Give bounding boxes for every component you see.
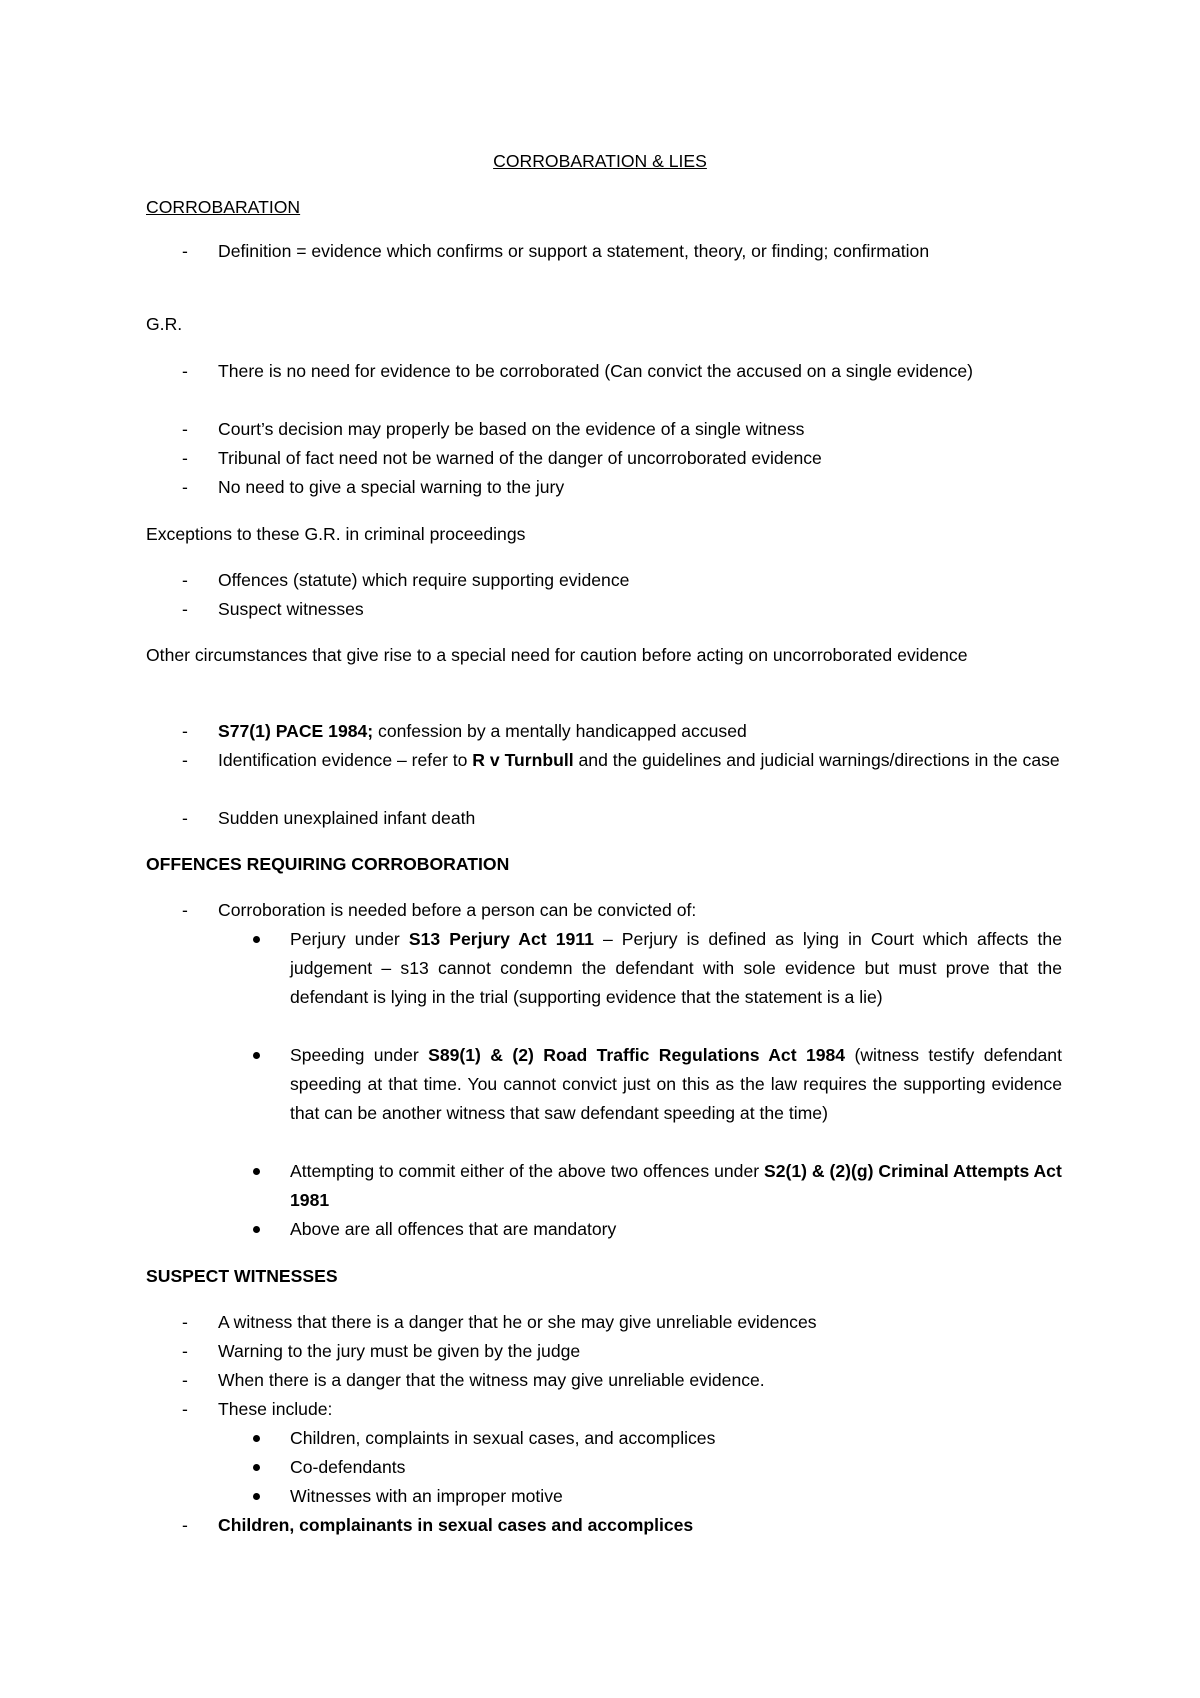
suspect-item [182,1511,1062,1540]
page-title: CORROBARATION & LIES [493,151,707,171]
circumstance-text [218,717,1062,746]
gr-item-text: No need to give a special warning to the jury [218,477,565,497]
suspect-item-text: When there is a danger that the witness may give unreliable evidence. [218,1370,765,1390]
offence-text [290,925,1062,1012]
offence-bullet-item [253,1157,1062,1215]
include-item-text: Witnesses with an improper motive [290,1486,563,1506]
gr-item [182,415,1062,444]
dash-marker: - [182,750,188,770]
bullet-icon [253,1435,260,1442]
offence-bullet-item [253,1041,1062,1128]
bullet-icon [253,1168,260,1175]
exceptions-item [182,566,1062,595]
dash-marker: - [182,477,188,497]
dash-marker: - [182,1399,188,1419]
dash-marker: - [182,721,188,741]
offences-heading: OFFENCES REQUIRING CORROBORATION [146,854,510,874]
circumstance-pre: Identification evidence – refer to [218,750,473,770]
circumstance-text: Sudden unexplained infant death [218,808,476,828]
dash-marker: - [182,448,188,468]
bullet-icon [253,936,260,943]
offence-post: (witness testify defendant speeding at that time. You cannot convict just on this as the law requires the supporting evidence that can be another witness that saw defendant speeding at the time) [290,1045,1062,1123]
exceptions-heading: Exceptions to these G.R. in criminal proceedings [146,524,526,544]
gr-item [182,444,1062,473]
dash-marker: - [182,808,188,828]
offence-bullet-item [253,1215,1062,1244]
offence-text [290,1157,1062,1215]
suspect-item [182,1366,1062,1395]
suspect-item [182,1395,1062,1424]
dash-marker: - [182,241,188,261]
gr-item [182,357,1062,386]
bullet-icon [253,1493,260,1500]
circumstance-item [182,717,1062,746]
gr-item-text: There is no need for evidence to be corroborated (Can convict the accused on a single evidence) [218,361,974,381]
offence-pre: Attempting to commit either of the above two offences under [290,1161,764,1181]
offences-intro-text: Corroboration is needed before a person can be convicted of: [218,900,697,920]
dash-marker: - [182,1341,188,1361]
exceptions-item [182,595,1062,624]
exceptions-item-text: Suspect witnesses [218,599,364,619]
dash-marker: - [182,419,188,439]
offence-pre: Perjury under [290,929,409,949]
suspect-item-text [218,1511,1062,1540]
include-bullet-item [253,1453,1062,1482]
dash-marker: - [182,1312,188,1332]
include-bullet-item [253,1482,1062,1511]
statute-ref: S13 Perjury Act 1911 [408,929,594,949]
bullet-icon [253,1226,260,1233]
case-ref: R v Turnbull [472,750,574,770]
dash-marker: - [182,900,188,920]
gr-item-text: Court’s decision may properly be based on the evidence of a single witness [218,419,805,439]
statute-ref: S77(1) PACE 1984; [218,721,374,741]
definition-text: Definition = evidence which confirms or support a statement, theory, or finding; confirmation [218,241,930,261]
section-heading-corrobaration: CORROBARATION [146,197,301,217]
suspect-item-text: A witness that there is a danger that he or she may give unreliable evidences [218,1312,817,1332]
gr-item-text: Tribunal of fact need not be warned of the danger of uncorroborated evidence [218,448,822,468]
dash-marker: - [182,599,188,619]
include-bullet-item [253,1424,1062,1453]
statute-ref: S89(1) & (2) Road Traffic Regulations Act 1984 [428,1045,846,1065]
dash-marker: - [182,361,188,381]
suspect-item [182,1308,1062,1337]
gr-label: G.R. [146,314,183,334]
circumstance-text [218,746,1062,775]
include-item-text: Co-defendants [290,1457,406,1477]
suspect-item-text: Warning to the jury must be given by the judge [218,1341,581,1361]
offence-text: Above are all offences that are mandatory [290,1219,617,1239]
definition-item [182,237,1062,266]
last-item-bold: Children, complainants in sexual cases and accomplices [218,1515,694,1535]
dash-marker: - [182,570,188,590]
gr-item [182,473,1062,502]
offences-intro-item [182,896,1062,925]
offence-post: – Perjury is defined as lying in Court which affects the judgement – s13 cannot condemn the defendant with sole evidence but must prove that the defendant is lying in the trial (supporting evidence that the statement is a lie) [290,929,1063,1007]
include-item-text: Children, complaints in sexual cases, and accomplices [290,1428,716,1448]
dash-marker: - [182,1515,188,1535]
circumstance-post: and the guidelines and judicial warnings/directions in the case [573,750,1060,770]
circumstance-item [182,746,1062,775]
suspect-item-text: These include: [218,1399,333,1419]
dash-marker: - [182,1370,188,1390]
exceptions-item-text: Offences (statute) which require supporting evidence [218,570,630,590]
circumstance-item [182,804,1062,833]
other-circumstances-heading: Other circumstances that give rise to a special need for caution before acting on uncorroborated evidence [146,645,968,665]
suspect-witnesses-heading: SUSPECT WITNESSES [146,1266,338,1286]
bullet-icon [253,1464,260,1471]
circumstance-rest: confession by a mentally handicapped accused [373,721,747,741]
bullet-icon [253,1052,260,1059]
offence-bullet-item [253,925,1062,1012]
statute-ref: S2(1) & (2)(g) Criminal Attempts Act 1981 [290,1161,1062,1210]
offence-pre: Speeding under [290,1045,429,1065]
offence-text [290,1041,1062,1128]
suspect-item [182,1337,1062,1366]
